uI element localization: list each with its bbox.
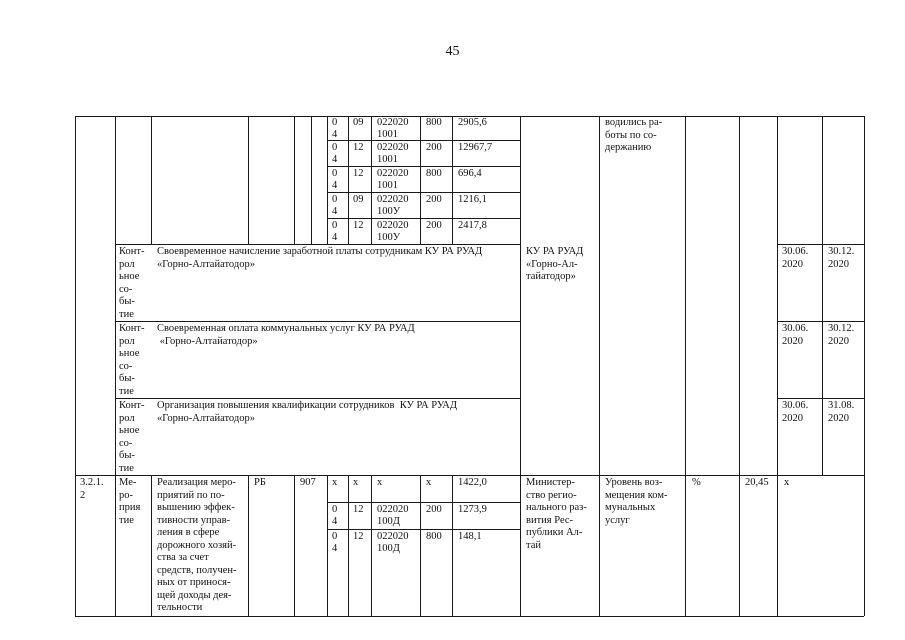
cell-sum: 1422,0: [458, 477, 487, 488]
col-border: [452, 475, 453, 616]
measure-grbs: 907: [300, 477, 316, 488]
cell-razdel: 0: [332, 168, 338, 179]
col-border: [311, 116, 312, 244]
measure-type: Ме- ро- прия тие: [119, 477, 141, 526]
cell-razdel: 0: [332, 194, 338, 205]
cell-razdel: 0: [332, 142, 338, 153]
cell-podrazdel: 09: [353, 117, 364, 128]
row-divider: [327, 192, 520, 193]
cell-csr: х: [377, 477, 383, 488]
cell-podrazdel: 12: [353, 142, 364, 153]
row-divider: [327, 529, 520, 530]
col-border: [248, 475, 249, 616]
measure-source: РБ: [254, 477, 266, 488]
table-right-border: [864, 116, 865, 616]
row-divider: [327, 166, 520, 167]
col-border: [248, 116, 249, 244]
cell-podrazdel: 12: [353, 504, 364, 515]
cell-sum: 1216,1: [458, 194, 487, 205]
event-text-cell: Своевременное начисление заработной платы сотрудникам КУ РА РУАД «Горно-Алтайатодор»: [157, 246, 483, 270]
col-border: [420, 475, 421, 616]
cell-sum: 1273,9: [458, 504, 487, 515]
cell-razdel: 4: [332, 543, 338, 554]
cell-razdel: 4: [332, 232, 338, 243]
row-divider: [777, 244, 864, 245]
row-divider: [75, 475, 864, 476]
cell-vr: х: [426, 477, 432, 488]
cell-csr: 022020: [377, 168, 409, 179]
event-start-date: 30.06. 2020: [782, 323, 809, 347]
cell-razdel: 4: [332, 206, 338, 217]
measure-start: х: [784, 477, 790, 488]
cell-csr: 100У: [377, 206, 401, 217]
cell-csr: 100У: [377, 232, 401, 243]
cell-podrazdel: 12: [353, 220, 364, 231]
row-divider: [115, 321, 520, 322]
measure-name: Реализация меро- приятий по по- вышению эффек- тивности управ- ления в сфере дорожного хозяй- ства за счет средств, получен- ных от принося- щей доходы дея- тельности: [157, 477, 237, 613]
row-divider: [115, 244, 520, 245]
measure-executor: Министер- ство регио- нального раз- вития Рес- публики Ал- тай: [526, 477, 587, 551]
row-divider: [327, 218, 520, 219]
event-text-cell: Своевременная оплата коммунальных услуг КУ РА РУАД «Горно-Алтайатодор»: [157, 323, 415, 347]
cell-vr: 800: [426, 531, 442, 542]
col-border: [294, 475, 295, 616]
col-border: [371, 475, 372, 616]
col-border: [777, 116, 778, 616]
page-number: 45: [445, 44, 460, 59]
col-border: [452, 116, 453, 244]
measure-indicator: Уровень воз- мещения ком- мунальных услуг: [605, 477, 668, 526]
cell-sum: 2417,8: [458, 220, 487, 231]
cell-csr: 100Д: [377, 543, 400, 554]
event-start-date: 30.06. 2020: [782, 246, 809, 270]
col-border: [739, 116, 740, 616]
col-border: [327, 475, 328, 616]
col-border: [371, 116, 372, 244]
cell-sum: 2905,6: [458, 117, 487, 128]
cell-csr: 022020: [377, 504, 409, 515]
cell-vr: 800: [426, 117, 442, 128]
cell-csr: 022020: [377, 531, 409, 542]
row-divider: [777, 321, 864, 322]
cell-csr: 022020: [377, 142, 409, 153]
row-divider: [777, 398, 864, 399]
cell-podrazdel: 09: [353, 194, 364, 205]
cell-podrazdel: х: [353, 477, 359, 488]
cell-podrazdel: 12: [353, 531, 364, 542]
cell-vr: 200: [426, 504, 442, 515]
col-border: [348, 116, 349, 244]
event-start-date: 30.06. 2020: [782, 400, 809, 424]
cell-vr: 200: [426, 220, 442, 231]
col-border: [822, 116, 823, 475]
cell-vr: 800: [426, 168, 442, 179]
cell-sum: 12967,7: [458, 142, 493, 153]
col-border: [685, 116, 686, 616]
measure-unit: %: [692, 477, 701, 488]
col-border: [520, 116, 521, 616]
measure-value: 20,45: [745, 477, 769, 488]
col-border: [348, 475, 349, 616]
col-border: [151, 475, 152, 616]
cell-csr: 022020: [377, 117, 409, 128]
cell-vr: 200: [426, 142, 442, 153]
cell-razdel: 4: [332, 154, 338, 165]
event-end-date: 30.12. 2020: [828, 246, 855, 270]
cell-razdel: 4: [332, 180, 338, 191]
cell-razdel: 0: [332, 117, 338, 128]
event-end-date: 31.08. 2020: [828, 400, 855, 424]
event-type-cell: Конт- рол ьное со- бы- тие: [119, 323, 145, 397]
col-border: [294, 116, 295, 244]
cell-razdel: х: [332, 477, 338, 488]
col-border: [327, 116, 328, 244]
col-border: [151, 116, 152, 244]
cell-csr: 022020: [377, 220, 409, 231]
event-type-cell: Конт- рол ьное со- бы- тие: [119, 400, 145, 474]
row-divider: [327, 140, 520, 141]
cell-csr: 1001: [377, 154, 398, 165]
indicator-cell: водились ра- боты по со- держанию: [605, 117, 663, 153]
event-executor-cell: КУ РА РУАД «Горно-Ал- тайатодор»: [526, 246, 584, 282]
col-border: [420, 116, 421, 244]
cell-csr: 100Д: [377, 516, 400, 527]
measure-number: 3.2.1. 2: [80, 477, 104, 501]
cell-razdel: 0: [332, 220, 338, 231]
col-border: [75, 116, 76, 616]
cell-csr: 022020: [377, 194, 409, 205]
cell-sum: 148,1: [458, 531, 482, 542]
cell-sum: 696,4: [458, 168, 482, 179]
cell-razdel: 4: [332, 129, 338, 140]
event-end-date: 30.12. 2020: [828, 323, 855, 347]
cell-razdel: 0: [332, 531, 338, 542]
cell-csr: 1001: [377, 129, 398, 140]
cell-podrazdel: 12: [353, 168, 364, 179]
cell-razdel: 4: [332, 516, 338, 527]
cell-csr: 1001: [377, 180, 398, 191]
table-bottom-border: [75, 616, 864, 617]
event-text-cell: Организация повышения квалификации сотрудников КУ РА РУАД «Горно-Алтайатодор»: [157, 400, 458, 424]
col-border: [599, 116, 600, 616]
row-divider: [115, 398, 520, 399]
cell-razdel: 0: [332, 504, 338, 515]
row-divider: [327, 502, 520, 503]
cell-vr: 200: [426, 194, 442, 205]
col-border: [115, 116, 116, 616]
event-type-cell: Конт- рол ьное со- бы- тие: [119, 246, 145, 320]
